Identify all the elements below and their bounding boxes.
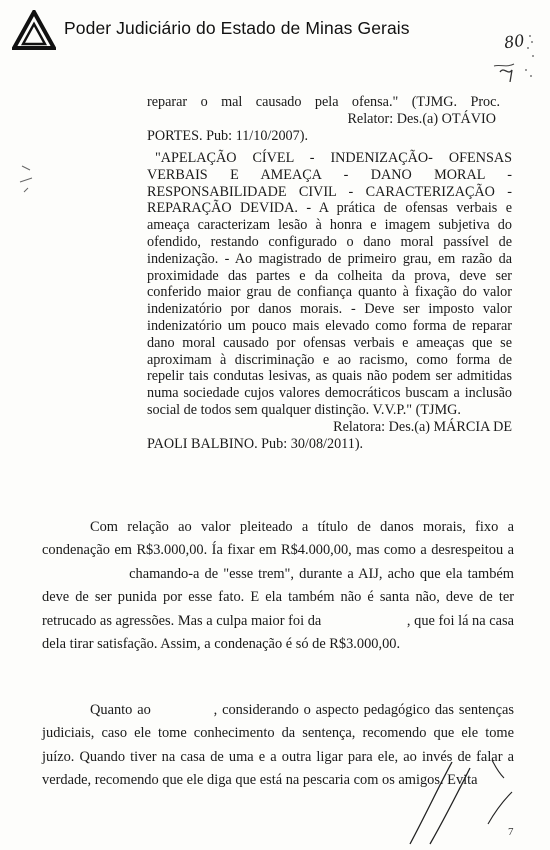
damages-paragraph <box>42 516 514 656</box>
quote-relator: Relator: Des.(a) OTÁVIO <box>347 111 496 127</box>
quote-relator: Relatora: Des.(a) MÁRCIA DE <box>333 418 512 435</box>
quote-publication: PAOLI BALBINO. Pub: 30/08/2011). <box>147 435 364 452</box>
paragraph-text: Quanto ao <box>90 702 151 718</box>
court-name-heading: Poder Judiciário do Estado de Minas Gerais <box>64 18 410 38</box>
paragraph-text: , que foi lá na casa dela tirar satisfação. Assim, a condenação é só de R$3.000,00. <box>42 612 515 653</box>
jurisprudence-quote <box>147 150 512 452</box>
page-header <box>12 10 452 50</box>
signature-strokes-icon <box>400 754 520 846</box>
margin-scribble-icon <box>14 160 44 200</box>
paragraph-text: chamando-a de "esse trem", durante a AIJ, acho que ela também deve de ser punida por esse fato. E ela também não é santa não, deve de ter retrucado as agressões. Mas a culpa maior foi da <box>42 565 514 629</box>
folio-number: 80 <box>502 30 526 53</box>
paragraph-text: , considerando o aspecto pedagógico das sentenças judiciais, caso ele tome conhecimento da sentença, recomendo que ele tome juízo. Quando tiver na casa de uma e a outra ligar para ele, ao invés de falar a verdade, recomendo que ele diga que está na pescaria com os amigos. Evita <box>42 702 514 789</box>
paragraph-text: Com relação ao valor pleiteado a título de danos morais, fixo a condenação em R$3.000,00. Ía fixar em R$4.000,00, mas como a desrespeitou a <box>42 519 514 559</box>
triangle-emblem-icon <box>12 10 56 50</box>
quote-line: reparar o mal causado pela ofensa." (TJMG. Proc. <box>147 94 500 110</box>
page-number: 7 <box>508 826 514 838</box>
quote-citation-tail <box>147 94 500 145</box>
quote-publication: PORTES. Pub: 11/10/2007). <box>147 128 309 144</box>
quote-ementa: "APELAÇÃO CÍVEL - INDENIZAÇÃO- OFENSAS VERBAIS E AMEAÇA - DANO MORAL - RESPONSABILIDADE CIVIL - CARACTERIZAÇÃO - REPARAÇÃO DEVIDA. - A prática de ofensas verbais e ameaça caracterizam lesão à honra e imagem subjetiva do ofendido, restando configurado o dano moral passível de indenização. - Ao magistrado de primeiro grau, em razão da proximidade das partes e da colheita da prova, deve ser conferido maior grau de confiança quanto à fixação do valor indenizatório por danos morais. - Deve ser imposto valor indenizatório um pouco mais elevado como forma de reparar dano moral causado por ofensas verbais e ameaças que se aproximam à discriminação e ao racismo, como forma de repelir tais condutas lesivas, as quais não podem ser admitidas numa sociedade cujos valores democráticos buscam a inclusão social de todos sem qualquer distinção. V.V.P." (TJMG. <box>147 150 512 418</box>
